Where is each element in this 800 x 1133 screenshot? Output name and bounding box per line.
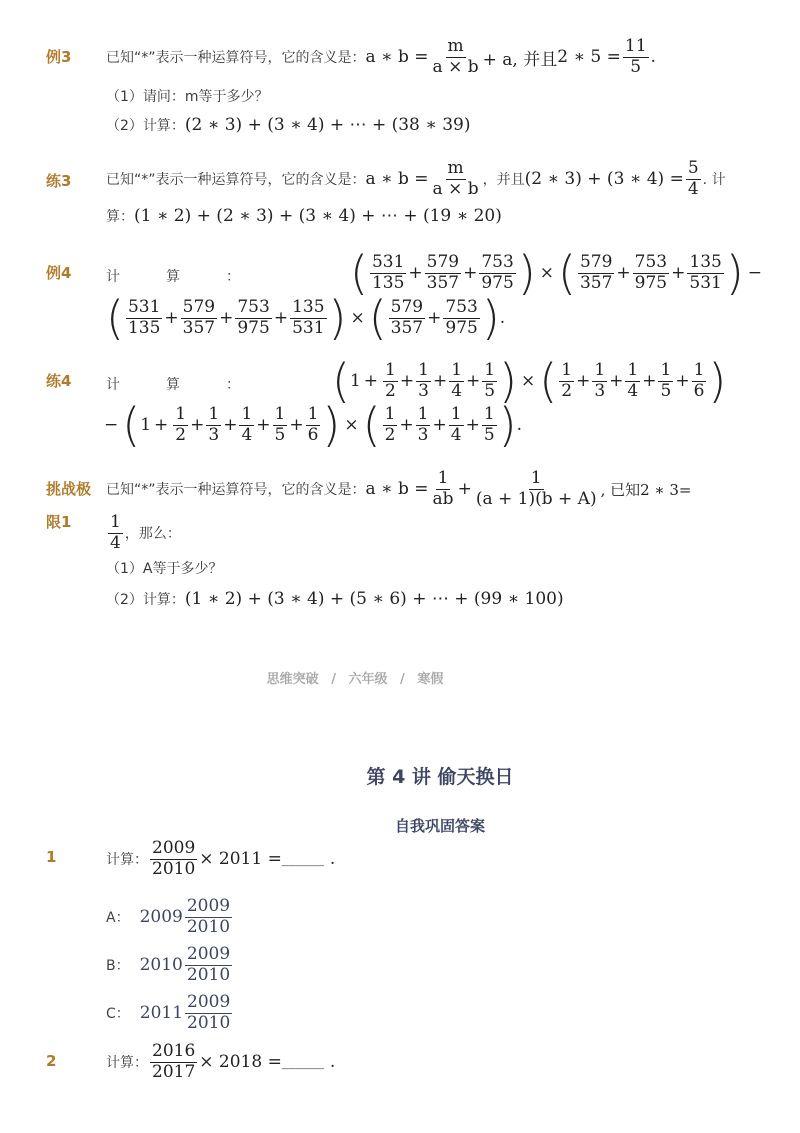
plus: +: [223, 415, 238, 435]
practice-3-given-fraction: $\frac{5}{4}$: [687, 158, 699, 199]
practice-3-def-fraction: $\frac{m}{a \times b}$: [432, 158, 479, 199]
times: ×: [521, 371, 536, 391]
plus: +: [457, 479, 472, 500]
practice-3-mid: ，并且: [482, 172, 525, 189]
example-3-def-tail: + a, 并且: [482, 49, 558, 70]
option-whole: 2010: [139, 955, 183, 976]
fraction: $\frac{753}{975}$: [237, 296, 270, 338]
plus: +: [576, 371, 591, 391]
times: ×: [344, 415, 359, 435]
challenge-1-def-lhs: a ∗ b =: [365, 479, 429, 500]
paren: ): [481, 291, 500, 345]
challenge-1-fraction-1: $\frac{1}{ab}$: [432, 468, 454, 509]
fraction: $\frac{1}{5}$: [483, 403, 495, 445]
minus: −: [104, 415, 119, 435]
paren: (: [106, 291, 124, 345]
section-title: 自我巩固答案: [394, 817, 485, 835]
plus: +: [399, 371, 415, 391]
fraction: $\frac{1}{6}$: [307, 403, 319, 445]
plus: +: [465, 415, 480, 435]
plus: +: [432, 415, 447, 435]
fraction: $\frac{1}{2}$: [561, 359, 573, 401]
question-1-option-b[interactable]: [106, 946, 234, 985]
question-1-number: 1: [46, 848, 57, 866]
plus: +: [609, 371, 624, 391]
challenge-1-line1: [106, 470, 692, 509]
challenge-1-q2-label: （2）计算：: [106, 592, 185, 608]
fraction: $\frac{1}{2}$: [385, 359, 396, 401]
example-3-intro: 已知“*”表示一种运算符号，它的含义是：: [106, 50, 366, 67]
question-2-fraction: $\frac{2016}{2017}$: [152, 1041, 196, 1082]
period: .: [516, 415, 522, 435]
fraction: $\frac{579}{357}$: [579, 251, 613, 293]
paren: ): [328, 291, 347, 345]
example-3-given-fraction: $\frac{11}{5}$: [624, 36, 647, 77]
example-3-question-1: （1）请问：m等于多少？: [106, 89, 269, 105]
challenge-1-label-line1: 挑战极: [46, 480, 92, 498]
minus: −: [747, 263, 763, 283]
fraction: $\frac{1}{3}$: [418, 359, 429, 401]
challenge-1-given-fraction: $\frac{1}{4}$: [110, 512, 121, 553]
option-letter: A：: [106, 910, 130, 927]
example-3-label: 例3: [46, 48, 72, 66]
footer-separator: /: [400, 672, 405, 687]
question-1-option-c[interactable]: [106, 994, 234, 1033]
challenge-1-question-1: （1）A等于多少？: [106, 561, 223, 577]
page-footer: [0, 668, 710, 687]
question-1-fraction: $\frac{2009}{2010}$: [152, 838, 196, 879]
challenge-1-q2-expression: (1 ∗ 2) + (3 ∗ 4) + (5 ∗ 6) + ⋯ + (99 ∗ 100): [184, 589, 564, 609]
option-whole: 2011: [139, 1003, 184, 1024]
challenge-1-line2: [106, 514, 181, 553]
practice-3-line2: [106, 206, 502, 226]
example-4-line1: [350, 246, 763, 300]
practice-4-calc-label: 计算：: [106, 377, 286, 393]
example-3-period: .: [650, 47, 656, 68]
practice-4-line1: [332, 354, 727, 408]
fraction: $\frac{1}{3}$: [594, 359, 606, 401]
plus: +: [463, 263, 478, 283]
example-3-def-fraction: $\frac{m}{a \times b}$: [432, 36, 479, 77]
paren: (: [368, 291, 387, 345]
practice-3-def-lhs: a ∗ b =: [365, 169, 429, 190]
plus: +: [363, 371, 379, 391]
practice-3-label: 练3: [46, 172, 72, 190]
one: 1: [349, 371, 361, 391]
option-fraction: $\frac{2009}{2010}$: [186, 944, 231, 985]
times: ×: [350, 308, 365, 328]
fraction: $\frac{1}{5}$: [484, 359, 496, 401]
question-2-number: 2: [46, 1052, 57, 1070]
plus: +: [432, 371, 448, 391]
plus: +: [273, 308, 289, 328]
option-letter: C：: [106, 1006, 130, 1023]
challenge-1-fraction-2: $\frac{1}{(a + 1)(b + A)}$: [475, 468, 597, 509]
practice-3-tail: . 计: [702, 172, 726, 189]
fraction: $\frac{753}{975}$: [445, 296, 478, 338]
question-1-blank: ______: [281, 851, 324, 868]
paren: (: [122, 398, 141, 452]
fraction: $\frac{579}{357}$: [182, 296, 216, 338]
plus: +: [190, 415, 205, 435]
period: .: [329, 849, 336, 870]
option-fraction: $\frac{2009}{2010}$: [186, 896, 231, 937]
fraction: $\frac{1}{2}$: [175, 403, 187, 445]
practice-3-line1: [106, 160, 726, 199]
question-1-prefix: 计算：: [106, 852, 148, 869]
paren: ): [322, 398, 341, 452]
question-1-option-a[interactable]: [106, 898, 234, 937]
question-2-prefix: 计算：: [106, 1055, 148, 1072]
question-2-blank: ______: [281, 1054, 324, 1071]
fraction: $\frac{579}{357}$: [390, 296, 424, 338]
example-3-q2-expression: (2 ∗ 3) + (3 ∗ 4) + ⋯ + (38 ∗ 39): [184, 115, 471, 135]
paren: ): [499, 354, 518, 408]
paren: ): [498, 398, 517, 452]
practice-4-label: 练4: [46, 372, 72, 390]
practice-4-line2: [104, 398, 522, 452]
plus: +: [427, 308, 442, 328]
challenge-1-intro: 已知“*”表示一种运算符号，它的含义是：: [106, 482, 366, 499]
fraction: $\frac{579}{357}$: [426, 251, 460, 293]
fraction: $\frac{1}{4}$: [450, 403, 462, 445]
fraction: $\frac{753}{975}$: [481, 251, 514, 293]
example-3-question-2: [106, 115, 471, 135]
practice-3-intro: 已知“*”表示一种运算符号，它的含义是：: [106, 172, 366, 189]
fraction: $\frac{531}{135}$: [371, 251, 405, 293]
option-letter: B：: [106, 958, 130, 975]
plus: +: [399, 415, 414, 435]
question-1-stem: [106, 840, 335, 879]
fraction: $\frac{531}{135}$: [127, 296, 161, 338]
chapter-title: 第 4 讲 偷天换日: [366, 766, 514, 788]
example-3-line1: [106, 38, 656, 77]
fraction: $\frac{1}{6}$: [693, 359, 705, 401]
paren: (: [350, 246, 368, 300]
fraction: $\frac{1}{5}$: [274, 403, 286, 445]
plus: +: [256, 415, 271, 435]
option-fraction: $\frac{2009}{2010}$: [187, 992, 231, 1033]
fraction: $\frac{753}{975}$: [634, 251, 668, 293]
practice-3-line2-expression: (1 ∗ 2) + (2 ∗ 3) + (3 ∗ 4) + ⋯ + (19 ∗ 20): [134, 206, 502, 226]
footer-term: 寒假: [417, 672, 444, 687]
fraction: $\frac{1}{2}$: [384, 403, 396, 445]
fraction: $\frac{135}{531}$: [689, 251, 722, 293]
period: .: [499, 308, 506, 328]
plus: +: [671, 263, 686, 283]
challenge-1-tail: , 已知2 ∗ 3=: [600, 480, 692, 499]
footer-separator: /: [331, 672, 336, 687]
paren: (: [362, 398, 381, 452]
plus: +: [408, 263, 423, 283]
plus: +: [616, 263, 631, 283]
example-4-line2: [106, 291, 506, 345]
example-3-def-lhs: a ∗ b =: [365, 47, 429, 68]
example-4-calc-label: 计算：: [106, 269, 286, 285]
footer-series: 思维突破: [266, 672, 319, 687]
paren: ): [725, 246, 744, 300]
fraction: $\frac{1}{4}$: [241, 403, 253, 445]
period: .: [329, 1052, 336, 1073]
paren: ): [517, 246, 536, 300]
fraction: $\frac{1}{3}$: [417, 403, 429, 445]
plus: +: [154, 415, 169, 435]
plus: +: [164, 308, 179, 328]
example-4-label: 例4: [46, 264, 72, 282]
fraction: $\frac{1}{3}$: [208, 403, 220, 445]
paren: ): [708, 354, 727, 408]
challenge-1-question-2: [106, 589, 564, 609]
footer-grade: 六年级: [348, 672, 388, 687]
question-2-rest: × 2018 =: [199, 1052, 282, 1073]
practice-3-line2-label: 算：: [106, 209, 134, 225]
times: ×: [539, 263, 555, 283]
fraction: $\frac{135}{531}$: [292, 296, 325, 338]
plus: +: [466, 371, 481, 391]
plus: +: [642, 371, 657, 391]
practice-3-given-lhs: (2 ∗ 3) + (3 ∗ 4) =: [524, 169, 684, 190]
plus: +: [289, 415, 304, 435]
paren: (: [332, 354, 350, 408]
question-2-stem: [106, 1043, 335, 1082]
fraction: $\frac{1}{4}$: [451, 359, 463, 401]
paren: (: [558, 246, 576, 300]
example-3-given-lhs: 2 ∗ 5 =: [557, 47, 621, 68]
fraction: $\frac{1}{4}$: [627, 359, 639, 401]
question-1-rest: × 2011 =: [199, 849, 282, 870]
example-3-q2-label: （2）计算：: [106, 118, 185, 134]
paren: (: [539, 354, 558, 408]
challenge-1-then: ，那么：: [124, 526, 181, 543]
plus: +: [675, 371, 690, 391]
challenge-1-label-line2: 限1: [46, 513, 72, 531]
one: 1: [140, 415, 152, 435]
fraction: $\frac{1}{5}$: [660, 359, 672, 401]
option-whole: 2009: [139, 907, 183, 928]
plus: +: [219, 308, 234, 328]
